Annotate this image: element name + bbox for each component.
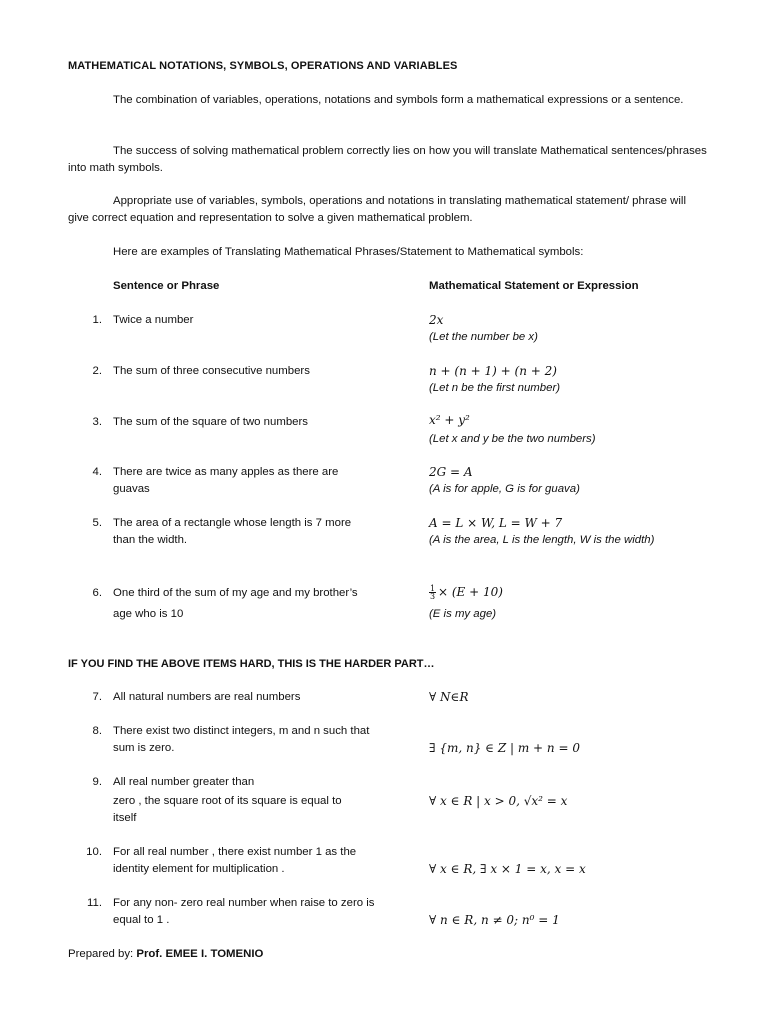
item-expression: x² + y² bbox=[429, 413, 470, 427]
intro-paragraph-1: The combination of variables, operations, notations and symbols form a mathematical expressions or a sentence. bbox=[113, 94, 684, 106]
intro-paragraph-4: Here are examples of Translating Mathematical Phrases/Statement to Mathematical symbols: bbox=[113, 246, 584, 258]
item-number: 6. bbox=[92, 587, 102, 599]
item-number: 10. bbox=[86, 846, 102, 858]
item-number: 1. bbox=[92, 314, 102, 326]
item-number: 4. bbox=[92, 466, 102, 478]
item-phrase: For all real number , there exist number 1 as the identity element for multiplication . bbox=[113, 846, 357, 875]
item-phrase: The sum of three consecutive numbers bbox=[113, 365, 310, 377]
item-number: 8. bbox=[92, 725, 102, 737]
item-number: 2. bbox=[92, 365, 102, 377]
item-expression: ∀ x ∈ R, ∃ x × 1 = x, x = x bbox=[429, 862, 586, 876]
item-phrase-line-2: age who is 10 bbox=[113, 608, 184, 620]
item-expression: 2x bbox=[429, 313, 444, 327]
item-note: (E is my age) bbox=[429, 608, 497, 620]
item-number: 9. bbox=[92, 776, 102, 788]
item-phrase: Twice a number bbox=[113, 314, 194, 326]
item-expression: ∀ x ∈ R | x > 0, √x² = x bbox=[429, 794, 568, 808]
item-phrase: There are twice as many apples as there are guavas bbox=[113, 466, 339, 495]
item-expression: A = L × W, L = W + 7 bbox=[429, 516, 563, 530]
item-phrase: There exist two distinct integers, m and n such that sum is zero. bbox=[113, 725, 370, 754]
item-phrase: For any non- zero real number when raise to zero is equal to 1 . bbox=[113, 897, 375, 926]
item-note: (A is for apple, G is for guava) bbox=[429, 483, 580, 495]
item-expression-rest: × (E + 10) bbox=[438, 585, 503, 599]
harder-section-heading: IF YOU FIND THE ABOVE ITEMS HARD, THIS IS THE HARDER PART… bbox=[68, 658, 435, 670]
fraction-numerator: 1 bbox=[429, 584, 436, 593]
prepared-by-footer bbox=[68, 946, 263, 962]
item-note: (Let x and y be the two numbers) bbox=[429, 433, 596, 445]
item-expression bbox=[429, 584, 749, 600]
column-header-phrase: Sentence or Phrase bbox=[113, 280, 220, 292]
item-expression: 2G = A bbox=[429, 465, 473, 479]
author-name: Prof. EMEE I. TOMENIO bbox=[136, 948, 264, 960]
item-phrase-line-1: One third of the sum of my age and my brother’s bbox=[113, 587, 358, 599]
item-note: (Let the number be x) bbox=[429, 331, 538, 343]
column-header-expression: Mathematical Statement or Expression bbox=[429, 280, 639, 292]
item-expression: n + (n + 1) + (n + 2) bbox=[429, 364, 557, 378]
item-expression: ∀ N∈R bbox=[429, 690, 469, 704]
item-number: 11. bbox=[87, 897, 102, 909]
intro-paragraph-3: Appropriate use of variables, symbols, operations and notations in translating mathematical statement/ phrase will give correct equation and representation to solve a given mathematical problem. bbox=[68, 195, 686, 224]
item-phrase: All natural numbers are real numbers bbox=[113, 691, 301, 703]
item-phrase-line-2: zero , the square root of its square is equal to itself bbox=[113, 795, 342, 824]
item-phrase: The sum of the square of two numbers bbox=[113, 416, 309, 428]
intro-paragraph-2: The success of solving mathematical problem correctly lies on how you will translate Mathematical sentences/phrases into math symbols. bbox=[68, 145, 707, 174]
item-phrase: The area of a rectangle whose length is 7 more than the width. bbox=[113, 517, 352, 546]
item-number: 3. bbox=[92, 416, 102, 428]
item-expression: ∃ {m, n} ∈ Z | m + n = 0 bbox=[429, 741, 580, 755]
item-note: (Let n be the first number) bbox=[429, 382, 561, 394]
prepared-by-label: Prepared by: bbox=[68, 948, 134, 960]
item-expression: ∀ n ∈ R, n ≠ 0; n⁰ = 1 bbox=[429, 913, 560, 927]
page-title: MATHEMATICAL NOTATIONS, SYMBOLS, OPERATIONS AND VARIABLES bbox=[68, 60, 458, 72]
item-note: (A is the area, L is the length, W is the width) bbox=[429, 534, 655, 546]
item-phrase-line-1: All real number greater than bbox=[113, 776, 255, 788]
fraction-denominator: 3 bbox=[429, 592, 436, 601]
item-number: 5. bbox=[92, 517, 102, 529]
item-number: 7. bbox=[92, 691, 102, 703]
fraction-one-third bbox=[429, 585, 436, 600]
